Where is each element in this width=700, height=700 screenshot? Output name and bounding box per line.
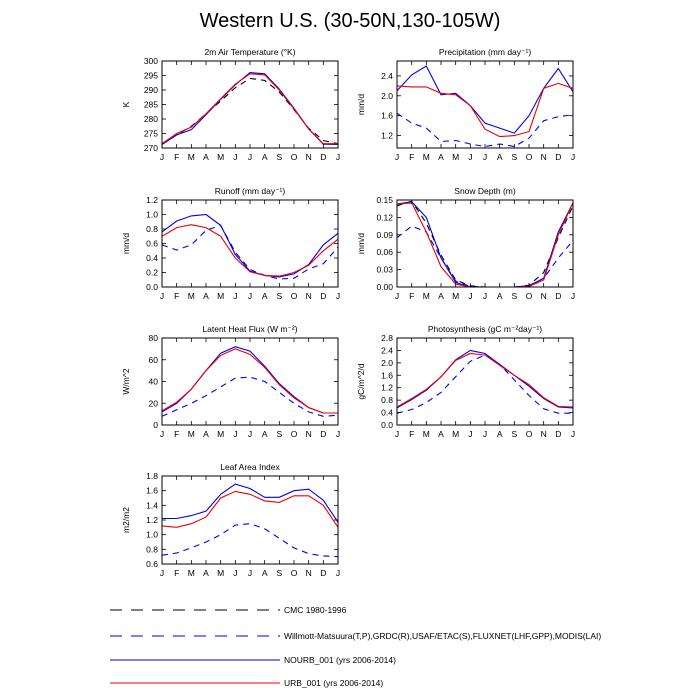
x-tick-label: D	[320, 152, 327, 162]
x-tick-label: J	[233, 152, 238, 162]
series-line	[162, 484, 338, 522]
x-tick-label: S	[511, 291, 518, 301]
y-tick-label: 1.2	[146, 195, 158, 205]
x-tick-label: D	[555, 291, 562, 301]
y-tick-label: 80	[148, 333, 158, 343]
x-tick-label: O	[290, 152, 298, 162]
y-tick-label: 0.09	[376, 229, 393, 240]
x-tick-label: D	[555, 429, 562, 439]
x-tick-label: A	[438, 429, 444, 439]
series-line	[162, 74, 338, 144]
x-tick-label: J	[570, 291, 576, 301]
y-axis-label: K	[121, 101, 131, 108]
x-tick-label: F	[174, 429, 180, 439]
y-tick-label: 0.2	[146, 267, 158, 278]
x-tick-label: J	[570, 429, 576, 439]
legend	[110, 605, 601, 688]
y-tick-label: 2.0	[381, 357, 393, 368]
x-tick-label: J	[570, 152, 576, 162]
y-tick-label: 0.0	[381, 420, 393, 430]
x-tick-label: M	[187, 152, 195, 162]
x-tick-label: J	[482, 152, 488, 162]
x-tick-label: M	[217, 429, 225, 439]
y-tick-label: 1.2	[381, 130, 393, 141]
x-tick-label: S	[511, 152, 518, 162]
x-tick-label: M	[187, 429, 195, 439]
y-tick-label: 0.8	[146, 224, 158, 234]
x-tick-label: A	[261, 429, 268, 439]
x-tick-label: J	[335, 568, 341, 578]
y-axis-label: mm/d	[356, 93, 366, 116]
x-tick-label: M	[187, 291, 195, 301]
x-tick-label: N	[305, 568, 312, 578]
x-tick-label: D	[320, 429, 327, 439]
legend-label: NOURB_001 (yrs 2006-2014)	[284, 655, 396, 665]
x-tick-label: J	[335, 291, 341, 301]
y-tick-label: 0.12	[376, 212, 393, 223]
x-tick-label: A	[496, 152, 503, 162]
series-line	[397, 226, 573, 287]
chart-panel-1	[121, 47, 340, 162]
series-line	[397, 66, 573, 133]
x-tick-label: M	[187, 568, 195, 578]
x-tick-label: D	[555, 152, 562, 162]
series-line	[162, 491, 338, 527]
chart-title: Snow Depth (m)	[454, 186, 516, 196]
x-tick-label: S	[511, 429, 518, 439]
page-title: Western U.S. (30-50N,130-105W)	[199, 10, 501, 32]
y-tick-label: 0.0	[146, 282, 158, 292]
y-tick-label: 1.6	[381, 110, 393, 121]
x-tick-label: D	[320, 291, 327, 301]
x-tick-label: M	[452, 429, 460, 439]
y-tick-label: 0.8	[381, 395, 393, 406]
chart-panel-5	[121, 324, 340, 439]
y-tick-label: 290	[143, 85, 158, 95]
x-tick-label: J	[233, 429, 238, 439]
y-tick-label: 0.6	[146, 238, 158, 249]
x-tick-label: J	[159, 429, 165, 439]
chart-panel-2	[356, 47, 575, 162]
chart-panel-3	[121, 186, 340, 301]
x-tick-label: S	[276, 568, 283, 578]
x-tick-label: A	[261, 152, 268, 162]
y-tick-label: 60	[148, 354, 158, 365]
y-tick-label: 0.6	[146, 559, 158, 569]
x-tick-label: S	[276, 152, 283, 162]
y-tick-label: 1.0	[146, 529, 158, 540]
x-tick-label: A	[203, 568, 209, 578]
y-tick-label: 2.0	[381, 90, 393, 101]
x-tick-label: D	[320, 568, 327, 578]
x-tick-label: N	[540, 291, 547, 301]
x-tick-label: O	[290, 291, 298, 301]
x-tick-label: A	[261, 291, 268, 301]
x-tick-label: N	[305, 291, 312, 301]
y-tick-label: 20	[148, 398, 158, 409]
y-tick-label: 0.15	[376, 195, 393, 205]
chart-panel-4	[356, 186, 575, 301]
series-line	[162, 524, 338, 557]
x-tick-label: N	[305, 429, 312, 439]
x-tick-label: M	[422, 291, 430, 301]
y-tick-label: 1.8	[146, 471, 158, 481]
series-line	[397, 83, 573, 136]
x-tick-label: O	[525, 152, 533, 162]
y-tick-label: 0.03	[376, 264, 393, 275]
chart-panel-6	[356, 324, 575, 439]
x-tick-label: J	[159, 568, 165, 578]
x-tick-label: J	[394, 152, 400, 162]
y-tick-label: 275	[143, 128, 158, 139]
x-tick-label: F	[409, 152, 415, 162]
x-tick-label: J	[247, 291, 253, 301]
chart-title: Leaf Area Index	[220, 462, 280, 472]
chart-title: 2m Air Temperature (°K)	[204, 47, 296, 57]
series-line	[397, 355, 573, 413]
plot-frame	[397, 61, 573, 148]
y-tick-label: 1.4	[146, 500, 158, 511]
x-tick-label: M	[452, 152, 460, 162]
x-tick-label: A	[203, 152, 209, 162]
x-tick-label: A	[203, 429, 209, 439]
chart-panel-7	[121, 462, 340, 578]
x-tick-label: N	[540, 429, 547, 439]
x-tick-label: M	[217, 291, 225, 301]
chart-title: Photosynthesis (gC m⁻²day⁻¹)	[427, 324, 543, 334]
y-axis-label: W/m^2	[121, 368, 131, 395]
series-line	[162, 349, 338, 413]
legend-label: URB_001 (yrs 2006-2014)	[284, 678, 384, 688]
plot-frame	[162, 476, 338, 564]
y-axis-label: m2/m2	[121, 507, 131, 533]
series-line	[162, 215, 338, 277]
x-tick-label: S	[276, 429, 283, 439]
y-axis-label: gC/m^2/d	[356, 363, 366, 400]
x-tick-label: M	[452, 291, 460, 301]
x-tick-label: N	[305, 152, 312, 162]
y-tick-label: 295	[143, 70, 158, 81]
x-tick-label: M	[422, 429, 430, 439]
y-tick-label: 300	[143, 56, 158, 66]
x-tick-label: A	[203, 291, 209, 301]
series-line	[162, 73, 338, 145]
y-tick-label: 1.6	[381, 370, 393, 381]
x-tick-label: O	[525, 429, 533, 439]
y-tick-label: 0.00	[376, 282, 393, 292]
series-line	[162, 225, 338, 276]
x-tick-label: M	[217, 152, 225, 162]
y-tick-label: 40	[148, 376, 158, 387]
y-tick-label: 2.4	[381, 70, 393, 81]
y-tick-label: 0.4	[146, 253, 158, 263]
x-tick-label: J	[482, 429, 488, 439]
plot-frame	[397, 338, 573, 425]
series-line	[162, 377, 338, 416]
x-tick-label: M	[422, 152, 430, 162]
x-tick-label: A	[438, 152, 444, 162]
x-tick-label: M	[217, 568, 225, 578]
x-tick-label: J	[335, 152, 341, 162]
x-tick-label: J	[159, 291, 165, 301]
chart-title: Precipitation (mm day⁻¹)	[438, 47, 532, 57]
x-tick-label: A	[496, 429, 503, 439]
chart-title: Latent Heat Flux (W m⁻²)	[202, 324, 298, 334]
x-tick-label: O	[290, 429, 298, 439]
x-tick-label: J	[247, 568, 253, 578]
y-tick-label: 0.8	[146, 544, 158, 555]
x-tick-label: J	[482, 291, 488, 301]
chart-title: Runoff (mm day⁻¹)	[214, 186, 286, 196]
x-tick-label: J	[468, 152, 473, 162]
x-tick-label: F	[174, 152, 180, 162]
series-line	[397, 113, 573, 146]
y-tick-label: 1.6	[146, 485, 158, 496]
x-tick-label: F	[409, 429, 415, 439]
plot-frame	[162, 200, 338, 287]
x-tick-label: A	[261, 568, 268, 578]
y-tick-label: 2.4	[381, 345, 393, 356]
series-line	[162, 347, 338, 413]
x-tick-label: J	[233, 291, 238, 301]
y-tick-label: 2.8	[381, 333, 393, 343]
x-tick-label: F	[174, 291, 180, 301]
y-axis-label: mm/d	[121, 232, 131, 255]
y-tick-label: 0.06	[376, 247, 393, 258]
x-tick-label: O	[525, 291, 533, 301]
x-tick-label: S	[276, 291, 283, 301]
x-tick-label: J	[468, 291, 473, 301]
legend-label: CMC 1980-1996	[284, 605, 347, 615]
series-line	[397, 354, 573, 408]
x-tick-label: J	[247, 152, 253, 162]
x-tick-label: N	[540, 152, 547, 162]
y-tick-label: 1.0	[146, 209, 158, 220]
x-tick-label: J	[394, 291, 400, 301]
x-tick-label: J	[159, 152, 165, 162]
x-tick-label: F	[409, 291, 415, 301]
x-tick-label: J	[394, 429, 400, 439]
y-tick-label: 270	[143, 143, 158, 153]
x-tick-label: O	[290, 568, 298, 578]
x-tick-label: J	[247, 429, 253, 439]
x-tick-label: J	[468, 429, 473, 439]
x-tick-label: J	[233, 568, 238, 578]
x-tick-label: J	[335, 429, 341, 439]
y-tick-label: 285	[143, 99, 158, 110]
y-axis-label: mm/d	[356, 232, 366, 255]
y-tick-label: 1.2	[381, 382, 393, 393]
y-tick-label: 280	[143, 114, 158, 124]
x-tick-label: F	[174, 568, 180, 578]
series-line	[162, 78, 338, 143]
y-tick-label: 1.2	[146, 515, 158, 525]
x-tick-label: A	[496, 291, 503, 301]
x-tick-label: A	[438, 291, 444, 301]
legend-label: Willmott-Matsuura(T,P),GRDC(R),USAF/ETAC(S),FLUXNET(LHF,GPP),MODIS(LAI)	[284, 631, 602, 641]
y-tick-label: 0	[153, 420, 158, 430]
y-tick-label: 0.4	[381, 407, 393, 418]
